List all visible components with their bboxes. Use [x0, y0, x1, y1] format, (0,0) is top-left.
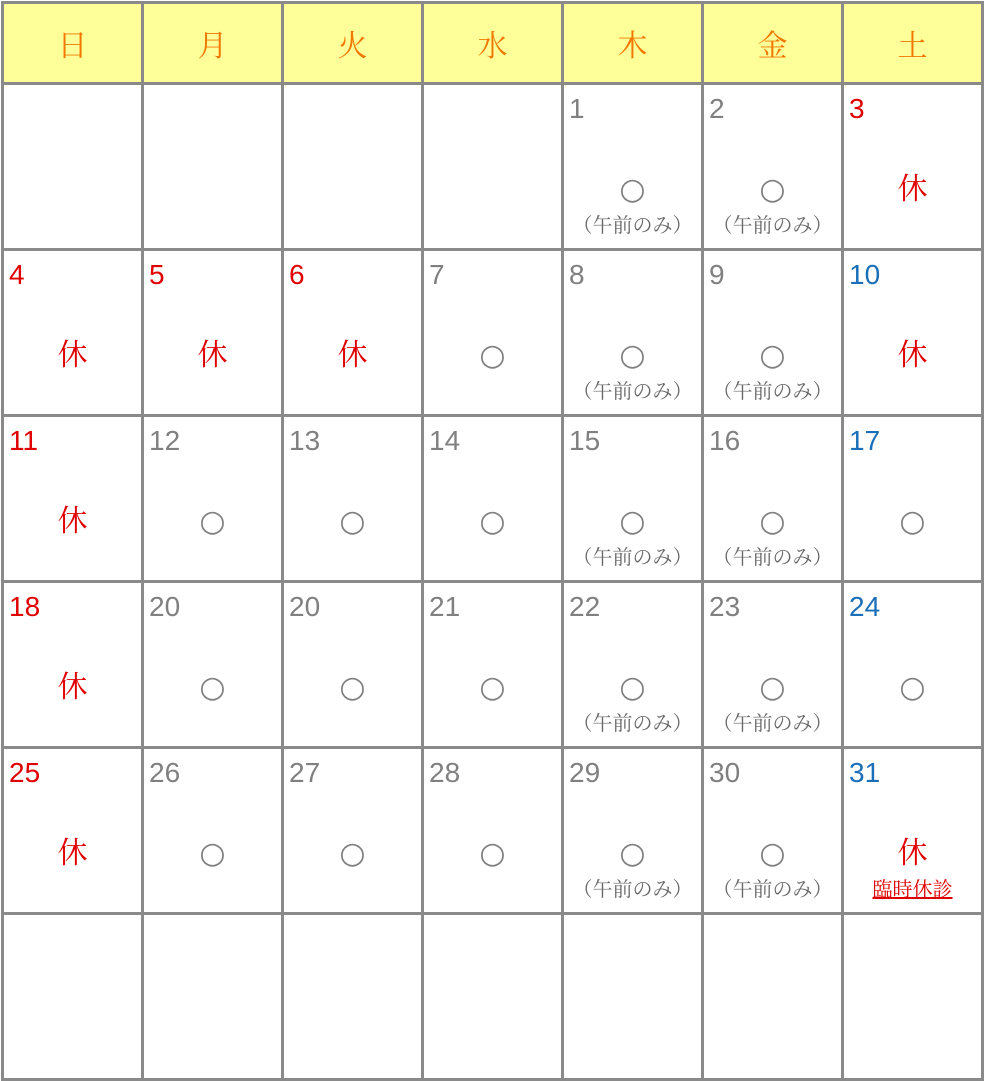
open-mark: ○	[199, 504, 226, 539]
day-cell-content	[144, 915, 281, 1078]
day-number: 15	[569, 425, 601, 456]
morning-only-note: （午前のみ）	[712, 213, 833, 237]
day-cell-content	[4, 749, 141, 912]
day-number: 13	[289, 425, 321, 456]
day-number: 29	[569, 757, 601, 788]
day-number: 30	[709, 757, 741, 788]
day-cell-content	[704, 251, 841, 414]
calendar-day-cell	[703, 84, 843, 250]
calendar-day-cell	[563, 748, 703, 914]
open-mark: ○	[339, 670, 366, 705]
day-number: 26	[149, 757, 181, 788]
calendar-day-cell	[843, 582, 983, 748]
calendar-day-cell	[283, 250, 423, 416]
day-cell-content	[424, 583, 561, 746]
morning-only-note: （午前のみ）	[572, 379, 693, 403]
day-cell-content	[564, 915, 701, 1078]
calendar-day-cell	[843, 416, 983, 582]
open-mark: ○	[199, 670, 226, 705]
calendar-week-row	[3, 748, 983, 914]
weekday-header-mon: 月	[143, 3, 283, 84]
calendar-day-cell	[563, 582, 703, 748]
day-cell-content	[284, 915, 421, 1078]
day-cell-content	[284, 749, 421, 912]
day-cell-content	[844, 251, 981, 414]
morning-only-note: （午前のみ）	[712, 711, 833, 735]
day-number: 5	[149, 259, 165, 290]
calendar-day-cell	[843, 748, 983, 914]
open-mark: ○	[899, 504, 926, 539]
day-cell-content	[844, 85, 981, 248]
calendar-day-cell	[3, 416, 143, 582]
day-number: 25	[9, 757, 41, 788]
calendar-day-cell	[563, 250, 703, 416]
day-number: 8	[569, 259, 585, 290]
closed-mark: 休	[897, 338, 928, 373]
calendar-empty-cell	[703, 914, 843, 1080]
day-cell-content	[284, 251, 421, 414]
calendar-day-cell	[3, 250, 143, 416]
day-number: 20	[289, 591, 321, 622]
calendar-day-cell	[143, 582, 283, 748]
calendar-day-cell	[283, 748, 423, 914]
calendar-day-cell	[423, 416, 563, 582]
day-cell-content	[144, 583, 281, 746]
day-number: 31	[849, 757, 881, 788]
closed-mark: 休	[57, 836, 88, 871]
closed-mark: 休	[337, 338, 368, 373]
day-cell-content	[564, 85, 701, 248]
calendar-day-cell	[423, 748, 563, 914]
calendar-day-cell	[563, 416, 703, 582]
day-number: 1	[569, 93, 585, 124]
open-mark: ○	[619, 836, 646, 871]
calendar-day-cell	[3, 582, 143, 748]
day-number: 24	[849, 591, 881, 622]
day-number: 20	[149, 591, 181, 622]
day-cell-content	[564, 583, 701, 746]
day-number: 17	[849, 425, 881, 456]
weekday-header-fri: 金	[703, 3, 843, 84]
open-mark: ○	[619, 172, 646, 207]
calendar-empty-cell	[143, 84, 283, 250]
calendar-day-cell	[283, 582, 423, 748]
day-number: 23	[709, 591, 741, 622]
weekday-header-row	[3, 3, 983, 84]
calendar-day-cell	[563, 84, 703, 250]
day-number: 12	[149, 425, 181, 456]
calendar-empty-cell	[3, 914, 143, 1080]
closed-mark: 休	[897, 172, 928, 207]
calendar-empty-cell	[283, 84, 423, 250]
calendar-day-cell	[143, 416, 283, 582]
day-number: 4	[9, 259, 25, 290]
open-mark: ○	[759, 172, 786, 207]
day-cell-content	[284, 417, 421, 580]
day-number: 2	[709, 93, 725, 124]
morning-only-note: （午前のみ）	[572, 877, 693, 901]
day-cell-content	[144, 85, 281, 248]
calendar-day-cell	[283, 416, 423, 582]
day-cell-content	[424, 417, 561, 580]
calendar-day-cell	[703, 582, 843, 748]
day-number: 27	[289, 757, 321, 788]
calendar-week-row	[3, 582, 983, 748]
calendar-week-row	[3, 914, 983, 1080]
day-cell-content	[424, 915, 561, 1078]
open-mark: ○	[339, 836, 366, 871]
day-cell-content	[4, 583, 141, 746]
day-number: 14	[429, 425, 461, 456]
open-mark: ○	[759, 504, 786, 539]
calendar-empty-cell	[563, 914, 703, 1080]
morning-only-note: （午前のみ）	[712, 877, 833, 901]
day-cell-content	[704, 749, 841, 912]
open-mark: ○	[759, 836, 786, 871]
calendar-day-cell	[843, 84, 983, 250]
day-cell-content	[844, 749, 981, 912]
day-number: 18	[9, 591, 41, 622]
day-cell-content	[704, 915, 841, 1078]
open-mark: ○	[899, 670, 926, 705]
day-number: 21	[429, 591, 461, 622]
day-number: 9	[709, 259, 725, 290]
open-mark: ○	[619, 504, 646, 539]
open-mark: ○	[619, 338, 646, 373]
calendar-week-row	[3, 250, 983, 416]
closed-mark: 休	[57, 504, 88, 539]
day-cell-content	[704, 417, 841, 580]
open-mark: ○	[479, 504, 506, 539]
day-cell-content	[4, 251, 141, 414]
calendar-empty-cell	[3, 84, 143, 250]
open-mark: ○	[479, 670, 506, 705]
day-cell-content	[284, 583, 421, 746]
weekday-header-thu: 木	[563, 3, 703, 84]
day-cell-content	[844, 915, 981, 1078]
closed-mark: 休	[897, 836, 928, 871]
day-cell-content	[564, 251, 701, 414]
calendar-body	[3, 84, 983, 1080]
calendar-day-cell	[423, 250, 563, 416]
morning-only-note: （午前のみ）	[712, 379, 833, 403]
day-cell-content	[144, 417, 281, 580]
open-mark: ○	[759, 338, 786, 373]
day-number: 22	[569, 591, 601, 622]
calendar-day-cell	[843, 250, 983, 416]
open-mark: ○	[479, 836, 506, 871]
day-cell-content	[424, 85, 561, 248]
morning-only-note: （午前のみ）	[572, 545, 693, 569]
day-number: 16	[709, 425, 741, 456]
day-number: 7	[429, 259, 445, 290]
day-cell-content	[564, 749, 701, 912]
day-number: 10	[849, 259, 881, 290]
open-mark: ○	[759, 670, 786, 705]
open-mark: ○	[479, 338, 506, 373]
closed-mark: 休	[57, 338, 88, 373]
calendar-day-cell	[703, 748, 843, 914]
calendar-day-cell	[703, 416, 843, 582]
calendar-week-row	[3, 84, 983, 250]
calendar-week-row	[3, 416, 983, 582]
calendar-empty-cell	[423, 84, 563, 250]
closed-mark: 休	[197, 338, 228, 373]
open-mark: ○	[199, 836, 226, 871]
morning-only-note: （午前のみ）	[572, 711, 693, 735]
day-cell-content	[564, 417, 701, 580]
morning-only-note: （午前のみ）	[572, 213, 693, 237]
calendar-day-cell	[703, 250, 843, 416]
calendar-day-cell	[143, 250, 283, 416]
weekday-header-wed: 水	[423, 3, 563, 84]
calendar-empty-cell	[423, 914, 563, 1080]
calendar-table	[1, 1, 984, 1081]
day-cell-content	[4, 915, 141, 1078]
day-number: 3	[849, 93, 865, 124]
day-number: 28	[429, 757, 461, 788]
weekday-header-sat: 土	[843, 3, 983, 84]
day-cell-content	[4, 417, 141, 580]
calendar-empty-cell	[843, 914, 983, 1080]
day-cell-content	[844, 417, 981, 580]
day-cell-content	[704, 85, 841, 248]
closed-mark: 休	[57, 670, 88, 705]
temporary-closure-link[interactable]: 臨時休診	[872, 877, 953, 901]
day-cell-content	[844, 583, 981, 746]
calendar-empty-cell	[283, 914, 423, 1080]
calendar-day-cell	[143, 748, 283, 914]
day-cell-content	[704, 583, 841, 746]
open-mark: ○	[619, 670, 646, 705]
day-cell-content	[144, 749, 281, 912]
day-cell-content	[424, 749, 561, 912]
day-cell-content	[284, 85, 421, 248]
open-mark: ○	[339, 504, 366, 539]
day-cell-content	[144, 251, 281, 414]
day-number: 11	[9, 425, 39, 456]
weekday-header-tue: 火	[283, 3, 423, 84]
morning-only-note: （午前のみ）	[712, 545, 833, 569]
calendar-day-cell	[423, 582, 563, 748]
weekday-header-sun: 日	[3, 3, 143, 84]
day-cell-content	[424, 251, 561, 414]
calendar-day-cell	[3, 748, 143, 914]
calendar-empty-cell	[143, 914, 283, 1080]
day-cell-content	[4, 85, 141, 248]
day-number: 6	[289, 259, 305, 290]
